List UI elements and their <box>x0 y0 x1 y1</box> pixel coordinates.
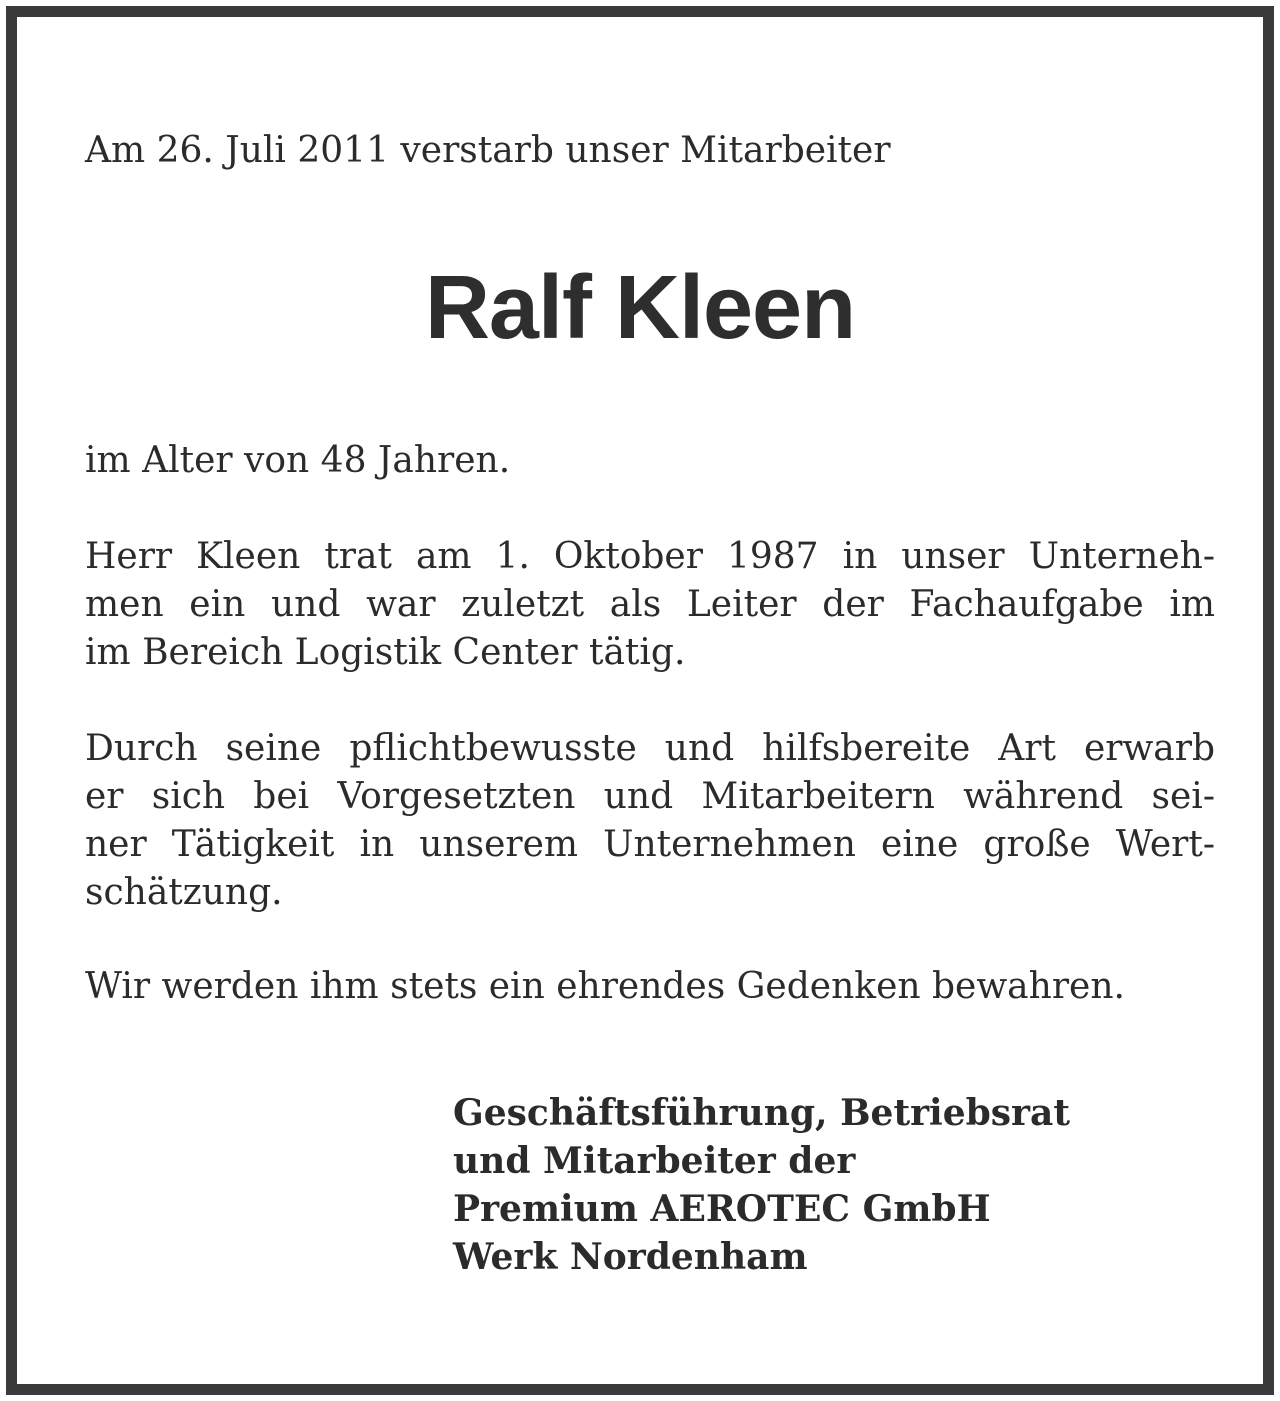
career-paragraph <box>85 533 1215 677</box>
notice-frame <box>6 6 1274 1395</box>
text-line: men ein und war zuletzt als Leiter der Fachaufgabe im <box>85 584 1215 625</box>
tribute-paragraph <box>85 725 1215 917</box>
text-line: schätzung. <box>85 872 283 913</box>
text-line: Herr Kleen trat am 1. Oktober 1987 in unser Unterneh- <box>85 536 1215 577</box>
signature-block <box>453 1089 1070 1281</box>
text-line: Durch seine pflichtbewusste und hilfsbereite Art erwarb <box>85 728 1215 769</box>
signature-line: Werk Nordenham <box>453 1236 808 1278</box>
text-line: ner Tätigkeit in unserem Unternehmen eine große Wert- <box>85 824 1215 865</box>
age-line: im Alter von 48 Jahren. <box>85 440 511 481</box>
signature-line: Premium AEROTEC GmbH <box>453 1188 991 1230</box>
signature-line: Geschäftsführung, Betriebsrat <box>453 1092 1070 1134</box>
signature-line: und Mitarbeiter der <box>453 1140 856 1182</box>
intro-line: Am 26. Juli 2011 verstarb unser Mitarbeiter <box>85 130 891 171</box>
closing-line: Wir werden ihm stets ein ehrendes Gedenken bewahren. <box>85 966 1125 1007</box>
text-line: im Bereich Logistik Center tätig. <box>85 632 686 673</box>
deceased-name: Ralf Kleen <box>424 258 856 358</box>
text-line: er sich bei Vorgesetzten und Mitarbeitern während sei- <box>85 776 1215 817</box>
